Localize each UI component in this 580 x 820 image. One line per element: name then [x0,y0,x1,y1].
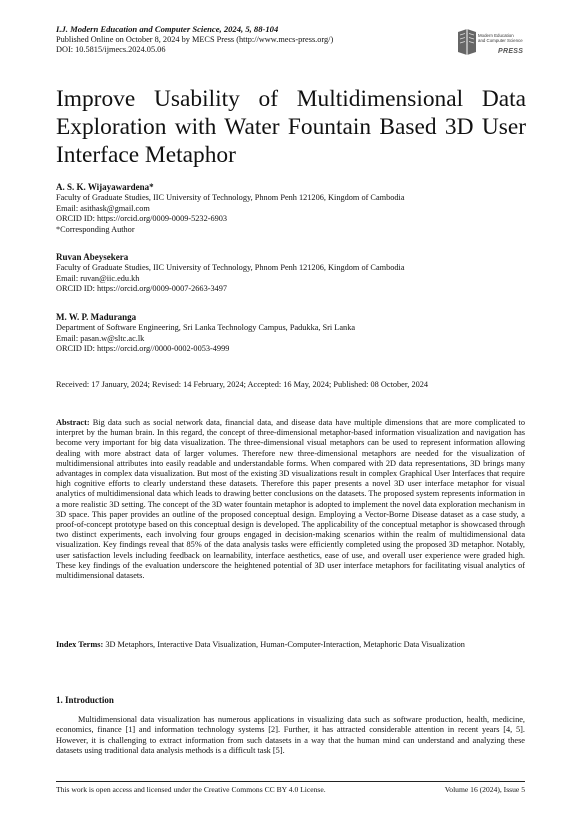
published-line: Published Online on October 8, 2024 by MECS Press (http://www.mecs-press.org/) [56,34,334,44]
author-block-1 [56,182,526,235]
footer-rule [56,781,525,782]
abstract [56,418,525,581]
license-note: This work is open access and licensed under the Creative Commons CC BY 4.0 License. [56,785,326,794]
author-email[interactable]: Email: ruvan@iic.edu.kh [56,273,140,283]
author-email[interactable]: Email: pasan.w@sltc.ac.lk [56,333,145,343]
author-name: Ruvan Abeysekera [56,252,129,262]
corresponding-note: *Corresponding Author [56,224,135,234]
introduction-paragraph: Multidimensional data visualization has numerous applications in visualizing data such as software production, health, medicine, economics, finance [1] and information technology systems [2]. Further, it has attracted considerable attention in recent years [4, 5]. However, it is challenging to extract information from such datasets in a way that the human mind can understand and analyzing these datasets using traditional data analysis methods is a difficult task [5]. [56,715,525,755]
author-orcid[interactable]: ORCID ID: https://orcid.org/0009-0009-5232-6903 [56,214,228,224]
author-block-2 [56,252,526,295]
author-email[interactable]: Email: asithask@gmail.com [56,203,150,213]
book-icon [456,28,478,56]
logo-press: PRESS [498,48,524,55]
paper-title: Improve Usability of Multidimensional Data Exploration with Water Fountain Based 3D User Interface Metaphor [56,86,526,168]
author-orcid[interactable]: ORCID ID: https://orcid.org//0000-0002-0053-4999 [56,344,230,354]
author-name: A. S. K. Wijayawardena* [56,182,154,192]
index-terms [56,640,525,650]
doi-line: DOI: 10.5815/ijmecs.2024.05.06 [56,45,166,55]
author-name: M. W. P. Maduranga [56,312,137,322]
journal-header [56,24,436,56]
author-affiliation: Faculty of Graduate Studies, IIC University of Technology, Phnom Penh 121206, Kingdom of Cambodia [56,193,405,203]
logo-text: Modern Education and Computer Science [478,33,523,43]
mecs-press-logo [456,24,536,66]
author-affiliation: Department of Software Engineering, Sri Lanka Technology Campus, Padukka, Sri Lanka [56,323,356,333]
abstract-text: Big data such as social network data, financial data, and disease data have multiple dimensions that are more complicated to interpret by the human brain. In this regard, the concept of three-dimensional metaphor-based information visualization and navigation has become very important for big data visualization. The three-dimensional visual metaphors can be used to represent information allowing dealing with more abstract data of larger volumes. Therefore new three-dimensional metaphors are needed for the visualization of multidimensional attributes into easily readable and understandable forms. When compared with 2D data representations, 3D brings many advantages in complex data visualization. But most of the existing 3D visualizations result in complex Graphical User Interfaces that require high cognitive efforts to clearly understand these datasets. Therefore this paper presents a novel 3D user interface metaphor for visual analytics of multidimensional data which leads to drawing better conclusions on the datasets. The proposed system represents information in a more realistic 3D setting. The concept of the 3D water fountain metaphor is adopted to implement the novel data exploration mechanism in 3D space. This paper provides an outline of the proposed conceptual design. Employing a Vector-Borne Disease dataset as a case study, a proof-of-concept prototype based on this conceptual design is developed. The applicability of the conceptual metaphor is showcased through two distinct experiments, each involving four groups engaged in decision-making scenarios within the realm of multidimensional data visualization. Key findings reveal that 85% of the data analysis tasks were efficiently completed using the proposed 3D metaphor. Notably, user satisfaction levels including feedback on learnability, interface aesthetics, ease of use, and overall user experience were graded high. These key findings of the evaluation underscore the heightened potential of 3D user interface metaphors for facilitating visual analytics of multidimensional datasets. [56,418,526,581]
index-terms-text: 3D Metaphors, Interactive Data Visualization, Human-Computer-Interaction, Metaphoric Data Visualization [105,640,465,649]
author-block-3 [56,312,526,355]
index-terms-label: Index Terms: [56,640,104,649]
abstract-label: Abstract: [56,418,90,427]
journal-title: I.J. Modern Education and Computer Science, 2024, 5, 88-104 [56,24,279,34]
submission-dates: Received: 17 January, 2024; Revised: 14 February, 2024; Accepted: 16 May, 2024; Published: 08 October, 2024 [56,380,429,389]
author-orcid[interactable]: ORCID ID: https://orcid.org/0009-0007-2663-3497 [56,284,228,294]
author-affiliation: Faculty of Graduate Studies, IIC University of Technology, Phnom Penh 121206, Kingdom of Cambodia [56,263,405,273]
volume-issue: Volume 16 (2024), Issue 5 [444,785,525,794]
section-heading: 1. Introduction [56,695,114,705]
page-footer [56,785,525,794]
